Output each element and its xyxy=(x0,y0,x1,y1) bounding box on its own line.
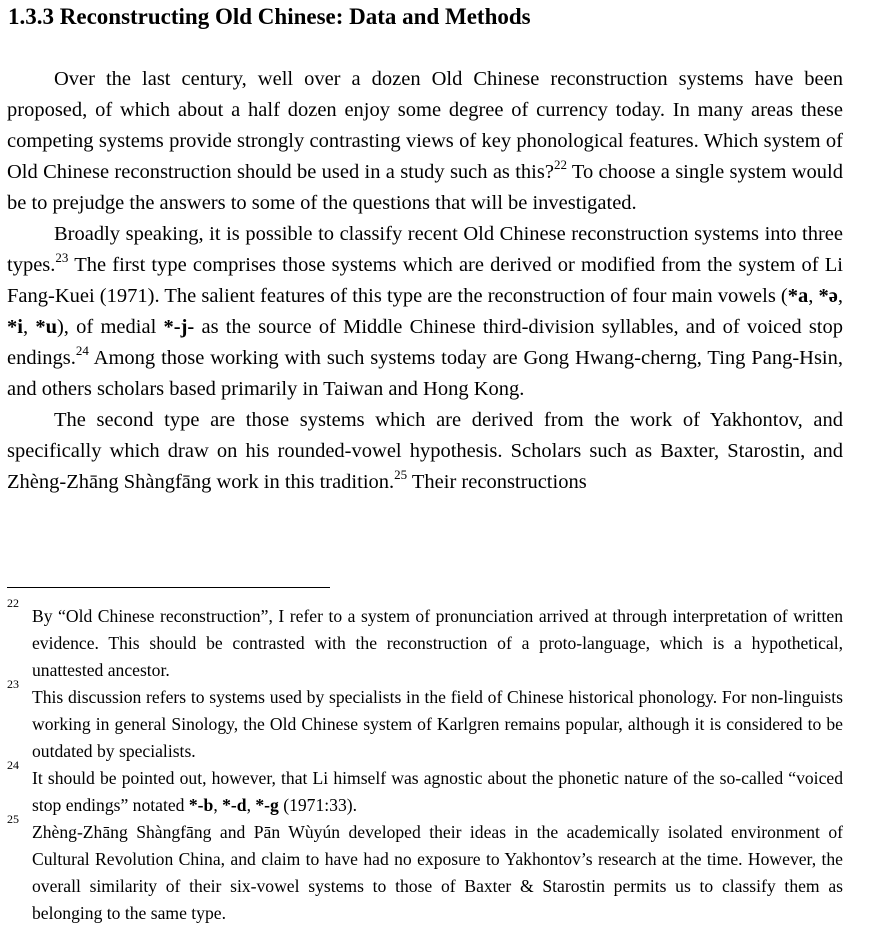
footnote-text: Zhèng-Zhāng Shàngfāng and Pān Wùyún developed their ideas in the academically isolated environment of Cultural Revolution China, and claim to have had no exposure to Yakhontov’s research at the time. However, the overall similarity of their six-vowel systems to those of Baxter & Starostin permits us to classify them as belonging to the same type. xyxy=(32,822,843,923)
footnotes xyxy=(7,596,843,927)
paragraph-2-text-b: The first type comprises those systems which are derived or modified from the system of Li Fang-Kuei (1971). The salient features of this type are the reconstruction of four main vowels ( xyxy=(7,254,843,307)
footnote-number: 23 xyxy=(7,677,19,691)
paragraph-3-text-a: The second type are those systems which are derived from the work of Yakhontov, and specifically which draw on his rounded-vowel hypothesis. Scholars such as Baxter, Starostin, and Zhèng-Zhāng Shàngfāng work in this tradition. xyxy=(7,409,843,493)
footnote-number: 24 xyxy=(7,758,19,772)
footnote-number: 22 xyxy=(7,596,19,610)
paragraph-2-text-c: ), of medial xyxy=(56,316,164,338)
separator: , xyxy=(837,285,843,307)
separator: , xyxy=(22,316,36,338)
footnote-ref-22[interactable]: 22 xyxy=(553,157,567,172)
separator: , xyxy=(213,795,223,815)
ending-d: *-d xyxy=(222,795,247,815)
footnote-24 xyxy=(7,758,843,819)
separator: , xyxy=(808,285,819,307)
paragraph-2 xyxy=(7,219,843,405)
ending-g: *-g xyxy=(255,795,279,815)
footnote-number: 25 xyxy=(7,812,19,826)
vowel-i: *i xyxy=(7,316,23,338)
vowel-schwa: *ə xyxy=(818,285,838,307)
section-heading: 1.3.3 Reconstructing Old Chinese: Data and Methods xyxy=(8,4,531,29)
footnote-ref-24[interactable]: 24 xyxy=(75,343,89,358)
paragraph-2-text-e: Among those working with such systems today are Gong Hwang-cherng, Ting Pang-Hsin, and others scholars based primarily in Taiwan and Hong Kong. xyxy=(7,347,843,400)
footnote-ref-25[interactable]: 25 xyxy=(394,467,408,482)
footnote-text-b: (1971:33). xyxy=(278,795,357,815)
medial-j: *-j- xyxy=(163,316,195,338)
paragraph-1 xyxy=(7,64,843,219)
ending-b: *-b xyxy=(188,795,214,815)
paragraph-2-text-a: Broadly speaking, it is possible to classify recent Old Chinese reconstruction systems into three types. xyxy=(7,223,843,276)
footnote-ref-23[interactable]: 23 xyxy=(55,250,69,265)
paragraph-3-text-b: Their reconstructions xyxy=(407,471,587,493)
paragraph-2-text-d: as the source of Middle Chinese third-division syllables, and of voiced stop endings. xyxy=(7,316,844,369)
footnote-23 xyxy=(7,677,843,765)
body-text xyxy=(7,64,843,498)
paragraph-1-text-b: To choose a single system would be to prejudge the answers to some of the questions that will be investigated. xyxy=(7,161,843,214)
vowel-a: *a xyxy=(787,285,809,307)
paragraph-3 xyxy=(7,405,843,498)
vowel-u: *u xyxy=(35,316,57,338)
footnote-25 xyxy=(7,812,843,927)
footnote-text: This discussion refers to systems used by specialists in the field of Chinese historical phonology. For non-linguists working in general Sinology, the Old Chinese system of Karlgren remains popular, although it is considered to be outdated by specialists. xyxy=(32,687,843,761)
footnote-22 xyxy=(7,596,843,684)
footnote-text-a: It should be pointed out, however, that Li himself was agnostic about the phonetic nature of the so-called “voiced stop endings” notated xyxy=(32,768,843,815)
paragraph-1-text-a: Over the last century, well over a dozen Old Chinese reconstruction systems have been proposed, of which about a half dozen enjoy some degree of currency today. In many areas these competing systems provide strongly contrasting views of key phonological features. Which system of Old Chinese reconstruction should be used in a study such as this? xyxy=(7,68,843,183)
footnote-divider xyxy=(7,587,330,588)
footnote-text: By “Old Chinese reconstruction”, I refer to a system of pronunciation arrived at through interpretation of written evidence. This should be contrasted with the reconstruction of a proto-language, which is a hypothetical, unattested ancestor. xyxy=(32,606,843,680)
separator: , xyxy=(246,795,256,815)
